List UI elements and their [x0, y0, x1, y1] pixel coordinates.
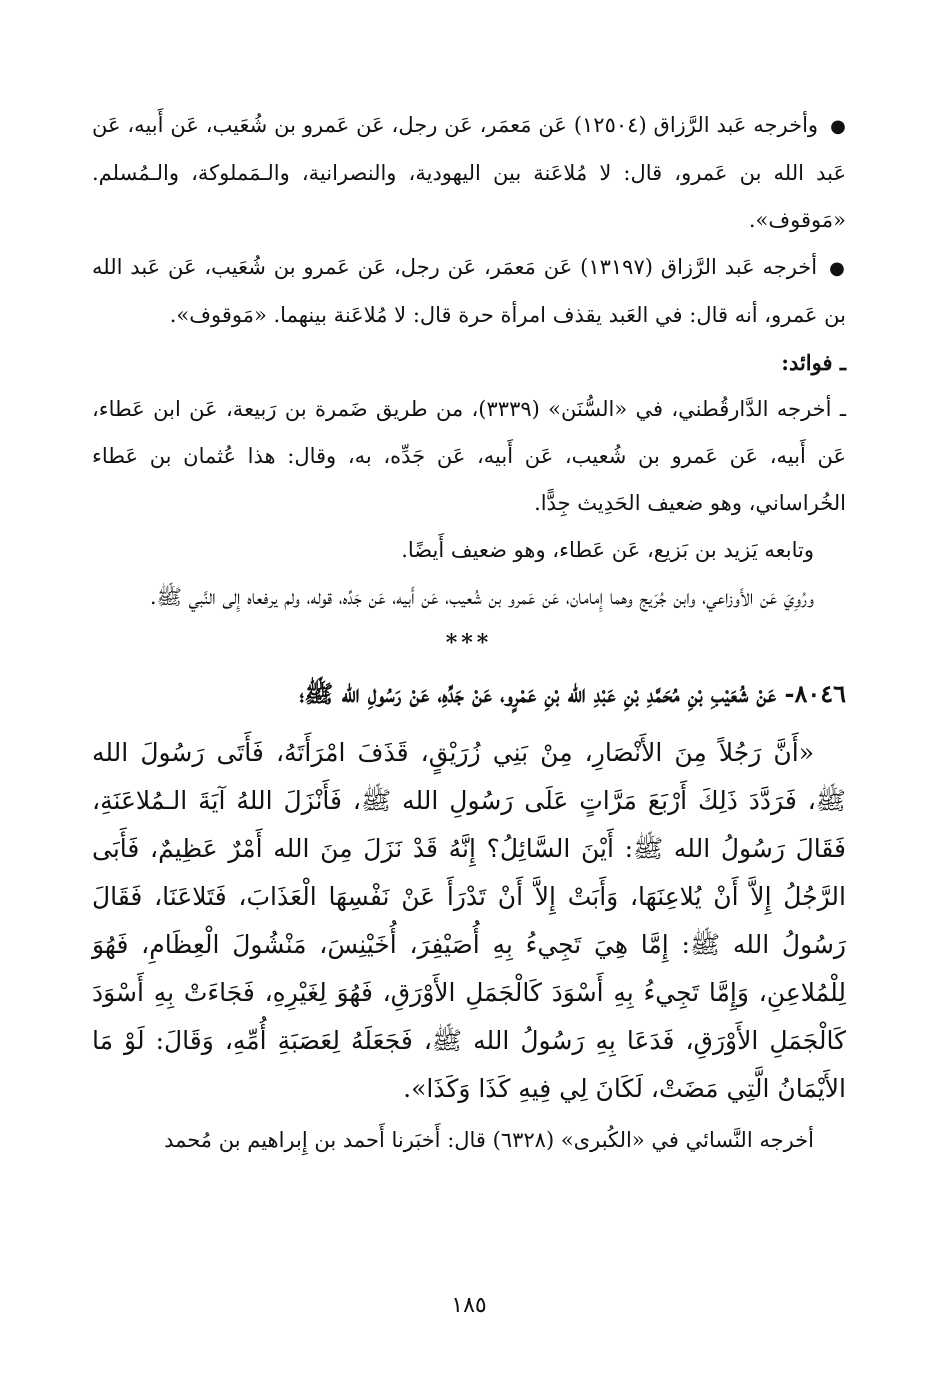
paragraph-3: ـ أخرجه الدَّارقُطني، في «السُّنَن» (٣٣٣٩)، من طريق ضَمرة بن رَبيعة، عَن ابن عَطاء، عَن أَبيه، عَن عَمرو بن شُعيب، عَن أَبيه، عَن جَدِّه، به، وقال: هذا عُثمان بن عَطاء الخُراساني، وهو ضعيف الحَدِيث جِدًّا. [92, 397, 847, 515]
hadith-text: «أَنَّ رَجُلاً مِنَ الأَنْصَارِ، مِنْ بَنِي زُرَيْقٍ، قَذَفَ امْرَأَتَهُ، فَأَتَى رَسُولَ الله ﷺ، فَرَدَّدَ ذَلِكَ أَرْبَعَ مَرَّاتٍ عَلَى رَسُولِ الله ﷺ، فَأَنْزَلَ اللهُ آيَةَ الـمُلاعَنَةِ، فَقَالَ رَسُولُ الله ﷺ: أَيْنَ السَّائِلُ؟ إِنَّهُ قَدْ نَزَلَ مِنَ الله أَمْرٌ عَظِيمٌ، فَأَبَى الرَّجُلُ إِلاَّ أَنْ يُلاعِنَهَا، وَأَبَتْ إِلاَّ أَنْ تَدْرَأَ عَنْ نَفْسِهَا الْعَذَابَ، فَتَلاعَنَا، فَقَالَ رَسُولُ الله ﷺ: إِمَّا هِيَ تَجِيءُ بِهِ أُصَيْفِرَ، أُخَيْنِسَ، مَنْشُولَ الْعِظَامِ، فَهُوَ لِلْمُلاعِنِ، وَإِمَّا تَجِيءُ بِهِ أَسْوَدَ كَالْجَمَلِ الأَوْرَقِ، فَهُوَ لِغَيْرِهِ، فَجَاءَتْ بِهِ أَسْوَدَ كَالْجَمَلِ الأَوْرَقِ، فَدَعَا بِهِ رَسُولُ الله ﷺ، فَجَعَلَهُ لِعَصَبَةِ أُمِّهِ، وَقَالَ: لَوْ مَا الأَيْمَانُ الَّتِي مَضَتْ، لَكَانَ لِي فِيهِ كَذَا وَكَذَا». [92, 738, 846, 1103]
paragraph-4: وتابعه يَزيد بن بَزيع، عَن عَطاء، وهو ضعيف أَيضًا. [401, 538, 814, 562]
hadith-source: أخرجه النَّسائي في «الكُبرى» (٦٣٢٨) قال: أَخبَرنا أَحمد بن إِبراهيم بن مُحمد [164, 1128, 814, 1152]
paragraph-2: ● أخرجه عَبد الرَّزاق (١٣١٩٧) عَن مَعمَر، عَن رجل، عَن عَمرو بن شُعَيب، عَن عَبد الله بن عَمرو، أنه قال: في العَبد يقذف امرأة حرة قال: لا مُلاعَنة بينهما. «مَوقوف». [92, 244, 846, 339]
paragraph-5: ورُوِيَ عَن الأَوزاعي، وابن جُرَيج وهما إِمامان، عَن عَمرو بن شُعيب، عَن أَبيه، عَن جَدِّه، قوله، ولم يرفعاه إِلى النَّبي ﷺ. [149, 585, 814, 609]
page-number: ١٨٥ [451, 1293, 487, 1318]
hadith-title: ٨٠٤٦- عَنْ شُعَيْبِ بْنِ مُحَمَّدِ بْنِ عَبْدِ الله بْنِ عَمْرٍو، عَنْ جَدِّهِ، عَنْ رَسُولِ الله ﷺ؛ [299, 679, 846, 708]
page-body [92, 102, 846, 1165]
paragraph-1: ● وأخرجه عَبد الرَّزاق (١٢٥٠٤) عَن مَعمَر، عَن رجل، عَن عَمرو بن شُعَيب، عَن أَبيه، عَن عَبد الله بن عَمرو، قال: لا مُلاعَنة بين اليهودية، والنصرانية، والـمَملوكة، والـمُسلم. «مَوقوف». [92, 102, 846, 244]
section-separator: *** [445, 630, 493, 656]
section-heading-fawaid: ـ فوائد: [781, 350, 846, 375]
